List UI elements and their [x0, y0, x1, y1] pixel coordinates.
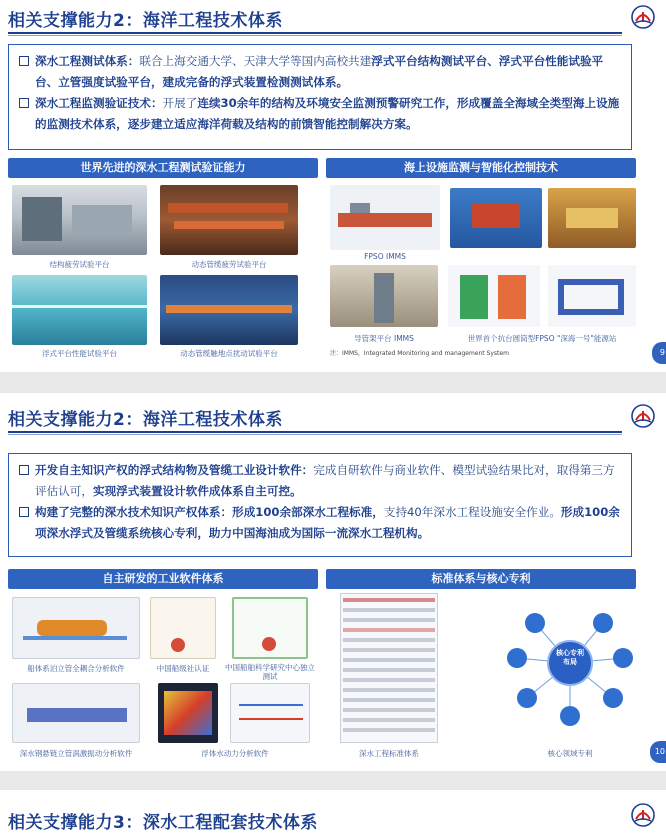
paragraph-emphasis: 浮式平台结构测试平台、浮式平台性能试验平台、立管强度试验平台，建成完备的浮式装置检测测试体系。	[35, 54, 604, 89]
paragraph-text: 开展了	[162, 96, 198, 110]
lab-photo	[12, 185, 147, 255]
certificate-image	[232, 597, 308, 659]
photo-caption: 结构疲劳试验平台	[49, 260, 110, 269]
platform-photo	[548, 188, 636, 248]
lab-photo	[160, 275, 298, 345]
photo-caption: 船体系泊立管全耦合分析软件	[27, 664, 125, 673]
certificate-image	[150, 597, 216, 659]
intro-textbox	[8, 44, 632, 150]
slide-title: 相关支撑能力2：海洋工程技术体系	[8, 410, 283, 430]
bullet-paragraph	[19, 93, 621, 135]
checkbox-bullet-icon	[19, 56, 29, 66]
patent-network-diagram	[505, 598, 635, 738]
photo-caption: 核心领域专利	[547, 749, 593, 758]
slide-title: 相关支撑能力2：海洋工程技术体系	[8, 11, 283, 31]
platform-photo	[450, 188, 542, 248]
photo-caption: 导管架平台 IMMS	[354, 334, 414, 343]
photo-caption: FPSO IMMS	[364, 252, 406, 261]
software-screenshot	[12, 597, 140, 659]
paragraph-text: 联合上海交通大学、天津大学等国内高校共建	[139, 54, 372, 68]
bullet-paragraph	[19, 502, 621, 544]
standards-table	[340, 593, 438, 743]
paragraph-emphasis: 实现浮式装置设计软件成体系自主可控。	[92, 484, 302, 498]
slide-gap	[0, 372, 666, 393]
photo-caption: 世界首个抗台圆筒型FPSO "深海一号"能源站	[467, 334, 617, 343]
section-band: 标准体系与核心专利	[326, 569, 636, 589]
slide-1	[0, 0, 666, 372]
footnote: 注：IMMS，Integrated Monitoring and management System	[330, 350, 509, 357]
paragraph-heading: 构建了完整的深水技术知识产权体系：	[35, 505, 233, 519]
monitoring-photo	[330, 265, 438, 327]
section-band: 自主研发的工业软件体系	[8, 569, 318, 589]
page-number: 9	[652, 342, 666, 364]
paragraph-heading: 开发自主知识产权的浮式结构物及管缆工业设计软件：	[35, 463, 314, 477]
software-screenshot	[158, 683, 218, 743]
checkbox-bullet-icon	[19, 465, 29, 475]
photo-caption: 中国船舶科学研究中心独立测试	[225, 663, 315, 681]
section-band: 海上设施监测与智能化控制技术	[326, 158, 636, 178]
cnooc-logo-icon	[630, 4, 656, 30]
photo-caption: 浮式平台性能试验平台	[42, 349, 117, 358]
paragraph-emphasis: 连续30余年的结构及环境安全监测预警研究工作，形成覆盖全海域全类型海上设施的监测技术体系，逐步建立适应海洋荷载及结构的前馈智能控制解决方案。	[35, 96, 620, 131]
bullet-paragraph	[19, 51, 621, 93]
structure-diagram	[448, 265, 540, 327]
slide-3	[0, 790, 666, 840]
cnooc-logo-icon	[630, 403, 656, 429]
page-number: 10	[650, 741, 666, 763]
slide-2	[0, 393, 666, 771]
checkbox-bullet-icon	[19, 98, 29, 108]
software-screenshot	[12, 683, 140, 743]
section-band: 世界先进的深水工程测试验证能力	[8, 158, 318, 178]
patent-center-label: 核心专利布局	[556, 649, 584, 666]
paragraph-heading: 深水工程监测验证技术：	[35, 96, 163, 110]
paragraph-heading: 深水工程测试体系：	[35, 54, 140, 68]
fpso-diagram	[330, 185, 440, 250]
lab-photo	[160, 185, 298, 255]
title-divider	[8, 431, 622, 433]
paragraph-text: 支持40年深水工程设施安全作业。	[383, 505, 561, 519]
paragraph-emphasis: 形成100余部深水工程标准，	[232, 505, 384, 519]
photo-caption: 动态管缆触地点扰动试验平台	[180, 349, 278, 358]
photo-caption: 深水工程标准体系	[359, 749, 419, 758]
slide-title: 相关支撑能力3：深水工程配套技术体系	[8, 813, 318, 833]
title-divider	[8, 32, 622, 34]
cnooc-logo-icon	[630, 802, 656, 828]
photo-caption: 动态管缆疲劳试验平台	[191, 260, 267, 269]
paragraph-emphasis: 形成100余项深水浮式及管缆系统核心专利，助力中国海油成为国际一流深水工程机构。	[35, 505, 620, 540]
structure-diagram	[548, 265, 636, 327]
photo-caption: 中国船级社认证	[156, 664, 210, 673]
intro-textbox	[8, 453, 632, 557]
lab-photo	[12, 275, 147, 345]
checkbox-bullet-icon	[19, 507, 29, 517]
photo-caption: 深水钢悬链立管涡激振动分析软件	[19, 749, 133, 758]
paragraph-text: 完成自研软件与商业软件、模型试验结果比对，取得第三方评估认可，	[35, 463, 615, 498]
software-screenshot	[230, 683, 310, 743]
slide-gap	[0, 771, 666, 790]
photo-caption: 浮体水动力分析软件	[201, 749, 269, 758]
bullet-paragraph	[19, 460, 621, 502]
